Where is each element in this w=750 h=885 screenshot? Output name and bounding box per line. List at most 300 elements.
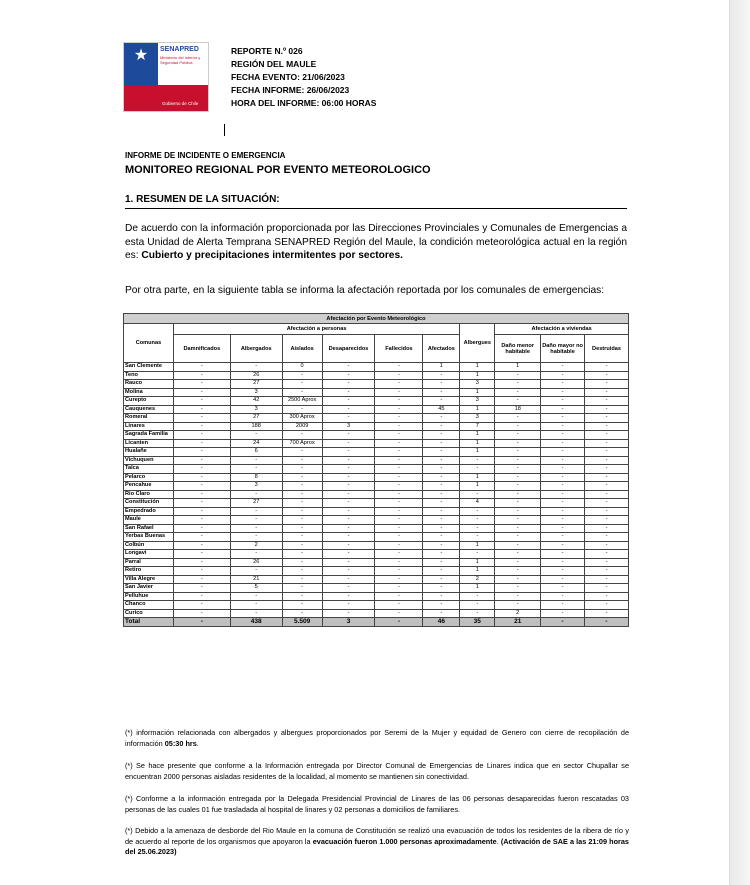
table-cell: - — [495, 422, 541, 431]
table-cell: 21 — [230, 575, 282, 584]
table-cell: - — [495, 388, 541, 397]
cell-comuna: Cauquenes — [124, 405, 174, 414]
table-cell: - — [322, 448, 375, 457]
table-cell: - — [375, 448, 423, 457]
cell-comuna: Constitución — [124, 499, 174, 508]
table-cell: - — [495, 380, 541, 389]
table-cell: - — [495, 465, 541, 474]
table-cell: - — [322, 363, 375, 372]
table-row — [124, 584, 629, 593]
table-cell: - — [282, 371, 322, 380]
table-cell: - — [173, 516, 230, 525]
table-cell: - — [282, 541, 322, 550]
cell-comuna: Pencahue — [124, 482, 174, 491]
table-cell: - — [173, 558, 230, 567]
cell-comuna: Pelluhue — [124, 592, 174, 601]
table-cell: - — [495, 431, 541, 440]
table-cell: - — [322, 499, 375, 508]
cell-comuna: Licanten — [124, 439, 174, 448]
table-cell: - — [173, 363, 230, 372]
table-cell: - — [282, 516, 322, 525]
table-cell: - — [322, 371, 375, 380]
table-cell: 27 — [230, 380, 282, 389]
table-cell: - — [322, 465, 375, 474]
table-row — [124, 592, 629, 601]
note-albergados — [125, 728, 629, 749]
table-cell: - — [375, 439, 423, 448]
table-row — [124, 516, 629, 525]
cell-comuna: Curepto — [124, 397, 174, 406]
cell-comuna: Yerbas Buenas — [124, 533, 174, 542]
table-intro: Por otra parte, en la siguiente tabla se informa la afectación reportada por los comunales de emergencias: — [125, 285, 605, 296]
table-cell: - — [495, 584, 541, 593]
table-cell: - — [282, 456, 322, 465]
note1-time: 05:30 hrs — [164, 738, 197, 748]
table-cell: - — [173, 431, 230, 440]
table-cell: - — [423, 499, 460, 508]
table-cell: - — [375, 567, 423, 576]
table-cell: - — [423, 550, 460, 559]
table-cell: - — [322, 567, 375, 576]
table-cell: 42 — [230, 397, 282, 406]
table-cell: 6 — [230, 448, 282, 457]
cell-comuna: Rio Claro — [124, 490, 174, 499]
cell-comuna: Romeral — [124, 414, 174, 423]
logo-subtitle: Ministerio del Interior y Seguridad Pública — [160, 55, 201, 65]
table-cell: - — [230, 592, 282, 601]
table-cell: - — [460, 601, 495, 610]
group-personas: Afectación a personas — [173, 324, 459, 335]
table-cell: 1 — [460, 439, 495, 448]
table-cell: - — [585, 473, 629, 482]
table-cell: - — [230, 567, 282, 576]
cell-comuna: Chanco — [124, 601, 174, 610]
table-cell: - — [541, 482, 585, 491]
note4-evacuados: evacuación fueron 1.000 personas aproximadamente — [312, 836, 497, 846]
table-cell: - — [322, 439, 375, 448]
table-cell: - — [322, 516, 375, 525]
table-cell: - — [541, 371, 585, 380]
table-cell: - — [282, 533, 322, 542]
table-cell: - — [282, 405, 322, 414]
table-cell: 1 — [460, 584, 495, 593]
table-cell: - — [322, 380, 375, 389]
table-cell: - — [282, 567, 322, 576]
table-cell: - — [585, 618, 629, 627]
cell-comuna: Parral — [124, 558, 174, 567]
table-cell: - — [541, 405, 585, 414]
table-cell: - — [375, 482, 423, 491]
note1-text: (*) información relacionada con albergados y albergues proporcionados por Seremi de la Mujer y equidad de Genero con cierre de recopilación de información — [125, 728, 629, 748]
table-cell: - — [173, 422, 230, 431]
table-cell: - — [322, 601, 375, 610]
cell-comuna: Retiro — [124, 567, 174, 576]
table-cell: - — [495, 499, 541, 508]
table-cell: - — [585, 465, 629, 474]
text-cursor — [224, 124, 225, 136]
table-cell: - — [541, 524, 585, 533]
table-cell: 1 — [495, 363, 541, 372]
table-cell: - — [375, 431, 423, 440]
table-cell: - — [423, 448, 460, 457]
report-region: REGIÓN DEL MAULE — [231, 59, 317, 69]
table-cell: - — [375, 499, 423, 508]
table-row — [124, 609, 629, 618]
table-cell: - — [541, 456, 585, 465]
table-cell: 2 — [495, 609, 541, 618]
table-cell: - — [495, 507, 541, 516]
table-cell: 3 — [322, 618, 375, 627]
table-cell: - — [230, 507, 282, 516]
table-cell: - — [173, 490, 230, 499]
table-cell: - — [541, 499, 585, 508]
table-cell: - — [173, 371, 230, 380]
table-cell: - — [282, 431, 322, 440]
report-title: MONITOREO REGIONAL POR EVENTO METEOROLOGICO — [125, 164, 431, 176]
table-cell: - — [541, 584, 585, 593]
col-dano-mayor: Daño mayor no habitable — [541, 335, 585, 363]
table-row — [124, 448, 629, 457]
table-row — [124, 422, 629, 431]
table-cell: 1 — [423, 363, 460, 372]
table-cell: - — [423, 380, 460, 389]
col-destruidas: Destruidas — [585, 335, 629, 363]
table-cell: - — [173, 388, 230, 397]
table-cell: - — [423, 609, 460, 618]
table-cell: - — [322, 541, 375, 550]
viewer-scrollbar[interactable] — [729, 0, 750, 885]
table-cell: - — [230, 533, 282, 542]
table-cell: - — [541, 363, 585, 372]
table-cell: - — [423, 439, 460, 448]
table-cell: - — [541, 601, 585, 610]
table-cell: - — [230, 456, 282, 465]
table-cell: - — [375, 490, 423, 499]
cell-comuna: Pelarco — [124, 473, 174, 482]
table-cell: - — [322, 550, 375, 559]
table-cell: - — [541, 490, 585, 499]
table-row — [124, 524, 629, 533]
table-cell: - — [585, 380, 629, 389]
col-afectados: Afectados — [423, 335, 460, 363]
table-cell: 1 — [460, 473, 495, 482]
table-cell: 438 — [230, 618, 282, 627]
table-cell: - — [423, 558, 460, 567]
table-cell: - — [173, 618, 230, 627]
table-cell: - — [282, 601, 322, 610]
table-cell: - — [322, 524, 375, 533]
table-cell: - — [282, 388, 322, 397]
table-cell: 45 — [423, 405, 460, 414]
table-cell: - — [423, 431, 460, 440]
table-cell: - — [495, 567, 541, 576]
note4-dot: . — [496, 836, 501, 846]
table-cell: - — [173, 380, 230, 389]
table-cell: - — [541, 592, 585, 601]
table-cell: - — [282, 575, 322, 584]
table-cell: - — [282, 592, 322, 601]
report-number: REPORTE N.º 026 — [231, 46, 303, 56]
table-cell: - — [230, 550, 282, 559]
table-cell: 5.509 — [282, 618, 322, 627]
table-cell: - — [423, 507, 460, 516]
table-cell: - — [322, 584, 375, 593]
table-cell: 26 — [230, 371, 282, 380]
table-cell: - — [173, 524, 230, 533]
table-cell: - — [460, 524, 495, 533]
table-cell: 3 — [460, 414, 495, 423]
table-cell: - — [423, 516, 460, 525]
table-cell: 1 — [460, 558, 495, 567]
table-cell: - — [541, 558, 585, 567]
table-cell: - — [495, 456, 541, 465]
table-cell: - — [173, 473, 230, 482]
table-cell: - — [375, 575, 423, 584]
table-cell: - — [585, 371, 629, 380]
table-cell: - — [585, 448, 629, 457]
table-cell: - — [282, 448, 322, 457]
table-cell: - — [282, 490, 322, 499]
note4-text: (*) Debido a la amenaza de desborde del Rio Maule en la comuna de Constitución se realizó una evacuación de todos los residentes de la ribera de río y de acuerdo al reporte de los organismos que apoyaron la — [125, 826, 629, 846]
table-cell: - — [585, 363, 629, 372]
table-cell: 1 — [460, 482, 495, 491]
table-cell: 21 — [495, 618, 541, 627]
table-cell: - — [173, 397, 230, 406]
cell-comuna: Curico — [124, 609, 174, 618]
table-cell: - — [375, 507, 423, 516]
table-cell: - — [541, 618, 585, 627]
table-cell: 1 — [460, 363, 495, 372]
table-cell: - — [230, 465, 282, 474]
note-desaparecidos: (*) Conforme a la información entregada por la Delegada Presidencial Provincial de Linares de las 06 personas desaparecidas fueron rescatadas 03 personas de las cuales 01 fue trasladada al hospital de linares y 02 personas a domicilios de familiares. — [125, 794, 629, 814]
table-row — [124, 414, 629, 423]
table-row — [124, 439, 629, 448]
table-cell: - — [423, 397, 460, 406]
table-cell: - — [282, 609, 322, 618]
table-cell: - — [460, 516, 495, 525]
table-cell: - — [173, 439, 230, 448]
report-time: HORA DEL INFORME: 06:00 HORAS — [231, 98, 377, 108]
table-cell: 2009 — [282, 422, 322, 431]
table-cell: - — [230, 524, 282, 533]
table-cell: - — [375, 363, 423, 372]
cell-comuna: Longavi — [124, 550, 174, 559]
table-cell: - — [495, 439, 541, 448]
note-evacuacion — [125, 826, 629, 858]
table-cell: - — [322, 397, 375, 406]
table-cell: - — [585, 482, 629, 491]
table-row — [124, 388, 629, 397]
table-row — [124, 601, 629, 610]
table-cell: 26 — [230, 558, 282, 567]
table-cell: - — [541, 388, 585, 397]
table-title: Afectación por Evento Meteorológico — [124, 314, 629, 324]
table-cell: - — [282, 465, 322, 474]
table-cell: - — [541, 422, 585, 431]
table-cell: - — [322, 490, 375, 499]
table-cell: - — [585, 422, 629, 431]
table-cell: - — [423, 456, 460, 465]
table-cell: - — [585, 575, 629, 584]
table-cell: - — [541, 575, 585, 584]
table-cell: 1 — [460, 448, 495, 457]
table-cell: - — [375, 558, 423, 567]
table-cell: - — [495, 601, 541, 610]
table-cell: - — [230, 609, 282, 618]
table-cell: - — [423, 422, 460, 431]
table-cell: - — [230, 601, 282, 610]
table-cell: - — [322, 414, 375, 423]
table-cell: - — [375, 516, 423, 525]
table-cell: - — [495, 524, 541, 533]
table-cell: 18 — [495, 405, 541, 414]
table-cell: 2 — [460, 575, 495, 584]
table-cell: - — [282, 473, 322, 482]
situation-condition: Cubierto y precipitaciones intermitentes por sectores. — [141, 250, 403, 261]
note1-end: . — [196, 738, 199, 748]
table-cell: - — [423, 584, 460, 593]
table-cell: - — [173, 541, 230, 550]
table-cell: - — [282, 558, 322, 567]
table-cell: - — [423, 575, 460, 584]
table-cell: - — [375, 601, 423, 610]
table-cell: - — [585, 414, 629, 423]
table-cell: 1 — [460, 388, 495, 397]
table-cell: - — [173, 533, 230, 542]
table-cell: - — [585, 533, 629, 542]
table-row — [124, 473, 629, 482]
table-cell: - — [322, 609, 375, 618]
table-cell: - — [173, 507, 230, 516]
table-row — [124, 371, 629, 380]
table-total-row — [124, 618, 629, 627]
table-body — [124, 363, 629, 627]
table-row — [124, 490, 629, 499]
table-cell: - — [375, 465, 423, 474]
table-cell: - — [282, 584, 322, 593]
table-cell: 24 — [230, 439, 282, 448]
table-cell: - — [423, 592, 460, 601]
col-dano-menor: Daño menor habitable — [495, 335, 541, 363]
table-row — [124, 550, 629, 559]
table-cell: - — [322, 507, 375, 516]
table-cell: - — [585, 584, 629, 593]
table-cell: 3 — [460, 397, 495, 406]
table-cell: - — [495, 533, 541, 542]
note-aislados: (*) Se hace presente que conforme a la Información entregada por Director Comunal de Emergencias de Linares indica que en sector Chupallar se encuentran 2000 personas aisladas residentes de la localidad, al momento se mantienen sin conectividad. — [125, 761, 629, 781]
col-desaparecidos: Desaparecidos — [322, 335, 375, 363]
table-cell: - — [375, 422, 423, 431]
table-cell: - — [541, 533, 585, 542]
table-cell: - — [375, 397, 423, 406]
table-cell: - — [541, 516, 585, 525]
table-cell: - — [173, 499, 230, 508]
table-cell: - — [495, 592, 541, 601]
table-cell: - — [585, 456, 629, 465]
table-cell: - — [460, 456, 495, 465]
table-cell: - — [322, 575, 375, 584]
table-row — [124, 558, 629, 567]
table-cell: - — [375, 524, 423, 533]
table-cell: 3 — [460, 380, 495, 389]
table-cell: - — [322, 473, 375, 482]
table-cell: - — [322, 405, 375, 414]
table-cell: - — [173, 405, 230, 414]
table-cell: 2500 Aprox — [282, 397, 322, 406]
table-cell: - — [173, 448, 230, 457]
table-cell: - — [173, 567, 230, 576]
table-cell: 2 — [230, 541, 282, 550]
table-cell: - — [423, 371, 460, 380]
table-cell: 4 — [460, 499, 495, 508]
col-albergados: Albergados — [230, 335, 282, 363]
table-cell: - — [322, 533, 375, 542]
situation-text: De acuerdo con la información proporcionada por las Direcciones Provinciales y Comunales de Emergencias a esta Unidad de Alerta Temprana SENAPRED Región del Maule, la condición meteorológica actual en la región es: — [125, 223, 627, 261]
table-row — [124, 397, 629, 406]
table-cell: - — [541, 397, 585, 406]
event-date: FECHA EVENTO: 21/06/2023 — [231, 72, 345, 82]
col-fallecidos: Fallecidos — [375, 335, 423, 363]
table-cell: 8 — [230, 473, 282, 482]
table-cell: - — [585, 499, 629, 508]
table-cell: - — [282, 380, 322, 389]
table-cell: 188 — [230, 422, 282, 431]
table-cell: 1 — [460, 431, 495, 440]
cell-comuna: Villa Alegre — [124, 575, 174, 584]
table-row — [124, 456, 629, 465]
table-cell: - — [541, 448, 585, 457]
col-albergues: Albergues — [460, 324, 495, 363]
cell-comuna: Empedrado — [124, 507, 174, 516]
report-kind: INFORME DE INCIDENTE O EMERGENCIA — [125, 151, 286, 160]
table-cell: - — [423, 601, 460, 610]
table-cell: - — [495, 558, 541, 567]
table-cell: - — [230, 431, 282, 440]
table-cell: - — [460, 592, 495, 601]
table-row — [124, 533, 629, 542]
table-cell: - — [282, 524, 322, 533]
table-cell: - — [541, 414, 585, 423]
table-cell: - — [375, 414, 423, 423]
cell-comuna: San Javier — [124, 584, 174, 593]
table-cell: - — [541, 431, 585, 440]
table-cell: - — [173, 609, 230, 618]
table-cell: 3 — [230, 405, 282, 414]
table-cell: - — [585, 609, 629, 618]
table-cell: - — [585, 431, 629, 440]
table-cell: - — [173, 550, 230, 559]
table-cell: - — [460, 609, 495, 618]
table-cell: - — [585, 550, 629, 559]
table-cell: - — [322, 388, 375, 397]
table-cell: - — [460, 465, 495, 474]
cell-comuna: Total — [124, 618, 174, 627]
table-cell: - — [282, 507, 322, 516]
logo-red-block — [124, 85, 208, 111]
table-cell: 0 — [282, 363, 322, 372]
table-cell: - — [585, 524, 629, 533]
table-cell: - — [322, 558, 375, 567]
table-row — [124, 499, 629, 508]
table-cell: - — [282, 482, 322, 491]
table-row — [124, 465, 629, 474]
table-row — [124, 507, 629, 516]
table-cell: - — [541, 439, 585, 448]
table-cell: - — [173, 465, 230, 474]
table-cell: 27 — [230, 499, 282, 508]
table-row — [124, 482, 629, 491]
table-cell: - — [423, 533, 460, 542]
